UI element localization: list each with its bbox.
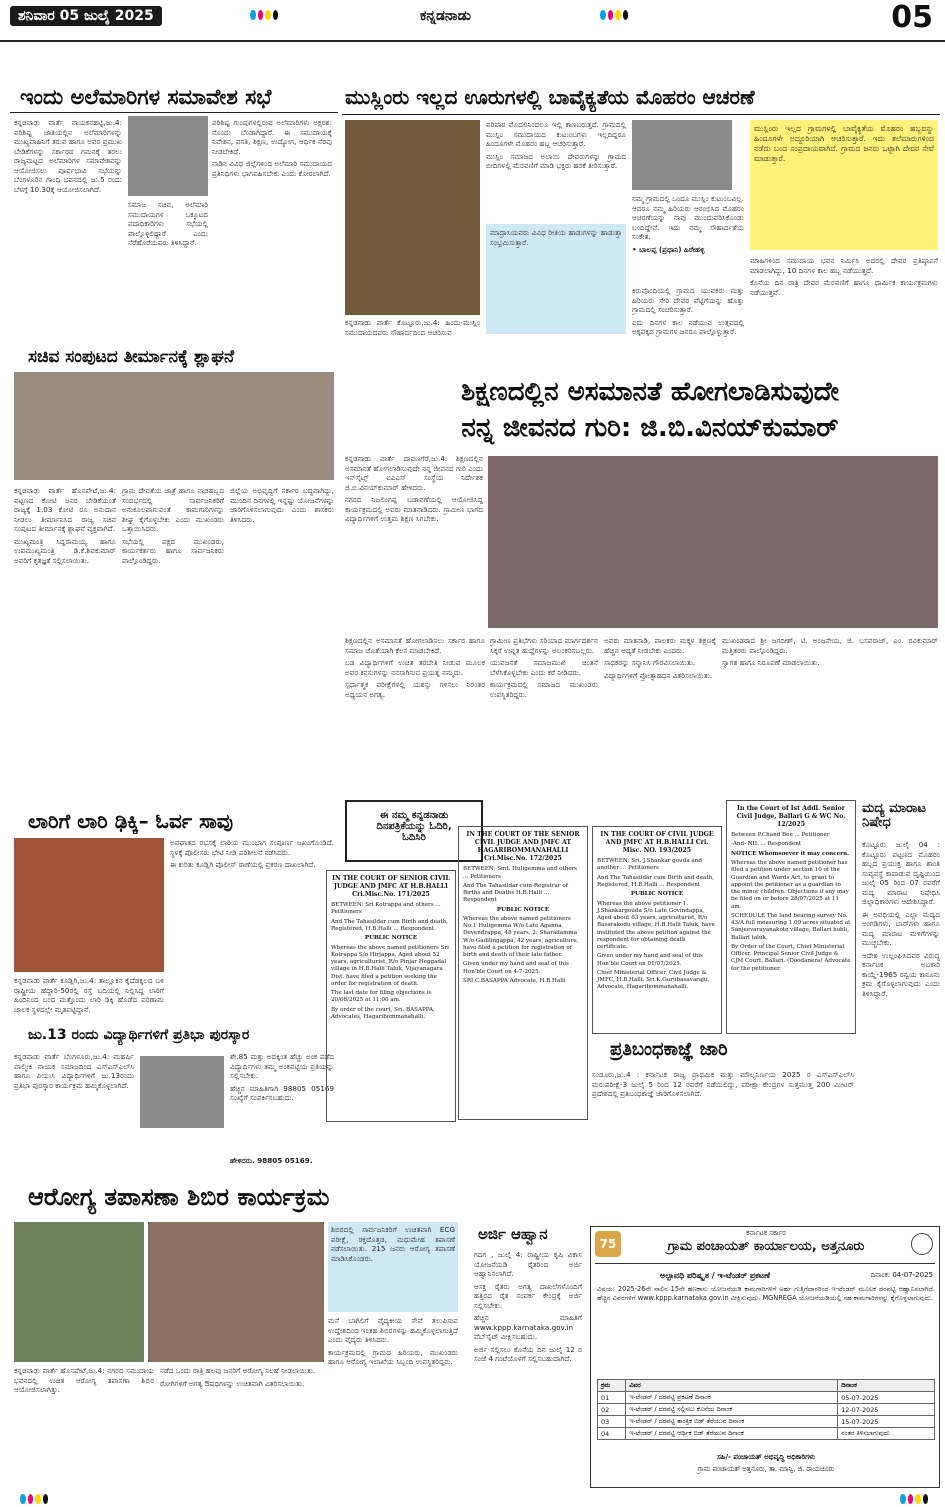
moharam-col3: ಕಿರುವೊಂದಿಯಲ್ಲಿ ಗ್ರಾಮದ ಯುವಕರು ಮತ್ತು ಹಿರಿಯರು ಸೇರಿ ದೇವರ ಪೆಟ್ಟಿಗೆಯನ್ನು ಹೊತ್ತು ಗ್ರಾಮದಲ್ಲಿ ಸಂಚರಿಸುತ್ತಾರೆ. ಐದು ದಿನಗಳ ಕಾಲ ನಡೆಯುವ ಉತ್ಸವದಲ್ಲಿ ಅಕ್ಕಪಕ್ಕದ ಗ್ರಾಮಗಳ ಜನರೂ ಪಾಲ್ಗೊಳ್ಳುತ್ತಾರೆ.	[632, 286, 744, 336]
moharam-caption: ಕನ್ನಡನಾಡು ವಾರ್ತೆ ಕೊಟ್ಟೂರು,ಜು.4: ಹಿಂದು-ಮುಸ್ಲಿಂ ಸಮುದಾಯದವರು ಸೌಹಾರ್ದದಿಂದ ಆಚರಿಸುವ	[345, 318, 480, 337]
tender-notice	[590, 1226, 940, 1488]
masthead	[0, 0, 945, 42]
article-alemari-col1b: ಸಮಾಜ ಸಚಿವ, ಅಲೆಮಾರಿ ಸಮುದಾಯಗಳ ಒಕ್ಕೂಟದ ಪದಾಧಿಕಾರಿಗಳು ಸಭೆಯಲ್ಲಿ ಪಾಲ್ಗೊಳ್ಳಲಿದ್ದಾರೆ ಎಂದು ನೆರೆಹೊರೆಯವರು ತಿಳಿಸಿದ್ದಾರೆ.	[128, 200, 208, 247]
arogya-photo-1	[14, 1222, 144, 1362]
headline-sachiva: ಸಚಿವ ಸಂಪುಟದ ತೀರ್ಮಾನಕ್ಕೆ ಶ್ಲಾಘನೆ	[28, 348, 235, 367]
arogya-info-box: ಶಿಬಿರದಲ್ಲಿ ಸಾರ್ವಜನಿಕರಿಗೆ ಉಚಿತವಾಗಿ ECG ಪರೀಕ್ಷೆ, ರಕ್ತದೊತ್ತಡ, ಮಧುಮೇಹ ತಪಾಸಣೆ ನಡೆಸಲಾಯಿತು. 215 ಜನರು ಆರೋಗ್ಯ ತಪಾಸಣೆ ಮಾಡಿಸಿಕೊಂಡರು.	[328, 1222, 458, 1312]
sachiva-col1: ಕನ್ನಡನಾಡು ವಾರ್ತೆ ಹೊಸಪೇಟೆ,ಜು.4: ಪಟ್ಟಣದ ಕೋಟಿ ಜನರ ಬೇಡಿಕೆಯಂತೆ ರಾಜ್ಯಕ್ಕೆ 1.03 ಕೋಟಿ ರೂ ಅನುದಾನ ನೀಡಲು ತೀರ್ಮಾನಿಸಿದ ರಾಜ್ಯ ಸಚಿವ ಸಂಪುಟದ ತೀರ್ಮಾನಕ್ಕೆ ಶ್ಲಾಘನೆ ವ್ಯಕ್ತವಾಗಿದೆ. ಮುಖ್ಯಮಂತ್ರಿ ಸಿದ್ದರಾಮಯ್ಯ ಹಾಗೂ ಉಪಮುಖ್ಯಮಂತ್ರಿ ಡಿ.ಕೆ.ಶಿವಕುಮಾರ್ ಅವರಿಗೆ ಕೃತಜ್ಞತೆ ಸಲ್ಲಿಸಲಾಯಿತು.	[14, 486, 116, 565]
tender-schedule-table: ಕ್ರಮ ವಿವರ ದಿನಾಂಕ 01 ಇ-ಟೆಂಡರ್ / ದರಪಟ್ಟಿ ಪ್ರಕಟಣೆ ದಿನಾಂಕ 05-07-2025 02 ಇ-ಟೆಂಡರ್ / ದರಪಟ್ಟಿ ಸಲ್ಲಿಸಲು ಕೊನೆಯ ದಿನಾಂಕ 12-07-2025 03 ಇ-ಟೆಂಡರ್ / ದರಪಟ್ಟಿ ತಾಂತ್ರಿಕ ಬಿಡ್ ತೆರೆಯುವ ದಿನಾಂಕ 15-07-2025 04 ಇ-ಟೆಂಡರ್ / ದರಪಟ್ಟಿ ಆರ್ಥಿಕ ಬಿಡ್ ತೆರೆಯುವ ದಿನಾಂಕ ನಂತರ ತಿಳಿಸಲಾಗುವುದು	[597, 1379, 935, 1440]
moharam-yellow-text: ಮುಸ್ಲಿಂರು ಇಲ್ಲದ ಗ್ರಾಮಗಳಲ್ಲಿ ಬಾವೈಕ್ಯತೆಯ ಮೊಹರಂ ಹಬ್ಬವನ್ನು ಹಿಂದೂಗಳೇ ಅದ್ದೂರಿಯಾಗಿ ಆಚರಿಸುತ್ತಾರೆ. ಇದು ತಲೆಮಾರುಗಳಿಂದ ನಡೆದು ಬಂದ ಸಂಪ್ರದಾಯವಾಗಿದೆ. ಗ್ರಾಮದ ಜನರು ಒಟ್ಟಾಗಿ ದೇವರ ಸೇವೆ ಮಾಡುತ್ತಾರೆ.	[754, 124, 934, 164]
accident-photo	[14, 838, 164, 972]
shikshana-photo	[488, 456, 938, 628]
pratibha-col2: ಶೇ.85 ಮತ್ತು ಅದಕ್ಕಿಂತ ಹೆಚ್ಚು ಅಂಕ ಪಡೆದ ವಿದ್ಯಾರ್ಥಿಗಳು ತಮ್ಮ ಅಂಕಪಟ್ಟಿಯ ಪ್ರತಿಯನ್ನು ಸಲ್ಲಿಸಬೇಕು. ಹೆಚ್ಚಿನ ಮಾಹಿತಿಗಾಗಿ 98805 05169 ಸಂಖ್ಯೆಗೆ ಸಂಪರ್ಕಿಸಬಹುದು.	[230, 1052, 334, 1102]
tender-body: ವಿಷಯ: 2025-26ನೇ ಸಾಲಿನ 15ನೇ ಹಣಕಾಸು ಯೋಜನೆಯಡಿ ಕಾಮಗಾರಿಗಳಿಗೆ ಅರ್ಹ ಗುತ್ತಿಗೆದಾರರಿಂದ ಇ-ಟೆಂಡರ್ ಮೂಲಕ ದರಪಟ್ಟಿ ಆಹ್ವಾನಿಸಲಾಗಿದೆ. ಹೆಚ್ಚಿನ ವಿವರಗಳಿಗೆ www.kppp.karnataka.gov.in ವೀಕ್ಷಿಸುವುದು. MGNREGA ಯೋಜನೆಯಡಿಯಲ್ಲಿ ಸಹ ಕಾಮಗಾರಿಗಳನ್ನು ಕೈಗೊಳ್ಳಲಾಗುವುದು.	[597, 1285, 935, 1302]
arogya-col2: ಮನೆ ಬಾಗಿಲಿಗೆ ವೈದ್ಯಕೀಯ ಸೇವೆ ತಲುಪಿಸುವ ಉದ್ದೇಶದಿಂದ ಇಂತಹ ಶಿಬಿರಗಳನ್ನು ಹಮ್ಮಿಕೊಳ್ಳಲಾಗುತ್ತಿದೆ ಎಂದು ವೈದ್ಯರು ತಿಳಿಸಿದರು. ಕಾರ್ಯಕ್ರಮದಲ್ಲಿ ಗ್ರಾಮದ ಹಿರಿಯರು, ಮುಖಂಡರು ಹಾಗೂ ಆರೋಗ್ಯ ಇಲಾಖೆಯ ಸಿಬ್ಬಂದಿ ಉಪಸ್ಥಿತರಿದ್ದರು.	[328, 1316, 458, 1366]
pratibha-col1: ಕನ್ನಡನಾಡು ವಾರ್ತೆ ಬೆಂಗಳೂರು,ಜು.4: ಮಹರ್ಷಿ ವಾಲ್ಮೀಕಿ ನಾಯಕ ಸಮಾಜದಿಂದ ಎಸ್ಎಸ್ಎಲ್‌ಸಿ ಹಾಗೂ ಪಿಯುಸಿ ವಿದ್ಯಾರ್ಥಿಗಳಿಗೆ ಜು.13ರಂದು ಪ್ರತಿಭಾ ಪುರಸ್ಕಾರ ಕಾರ್ಯಕ್ರಮ ಹಮ್ಮಿಕೊಳ್ಳಲಾಗಿದೆ.	[14, 1052, 134, 1090]
article-alemari-col2: ಪರಿಶಿಷ್ಟ ಗುಂಪುಗಳಲ್ಲಿರುವ ಅಲೆಮಾರಿಗಳು ಅಕ್ಷರಶ: ನೊಂದು ಬೆಂಡಾಗಿದ್ದಾರೆ. ಈ ಸಮುದಾಯಕ್ಕೆ ನಿವೇಶನ, ವಸತಿ, ಶಿಕ್ಷಣ, ಉದ್ಯೋಗ, ಆರ್ಥಿಕ ನೆರವು ನೀಡಬೇಕಿದೆ. ನಾಡಿನ ವಿವಿಧ ಜಿಲ್ಲೆಗಳಿಂದ ಅಲೆಮಾರಿ ಸಮುದಾಯದ ಪ್ರತಿನಿಧಿಗಳು ಭಾಗವಹಿಸಬೇಕು ಎಂದು ಕೋರಲಾಗಿದೆ.	[212, 118, 332, 178]
headline-lorry: ಲಾರಿಗೆ ಲಾರಿ ಢಿಕ್ಕಿ– ಓರ್ವ ಸಾವು	[28, 810, 234, 833]
tender-header-title: ಗ್ರಾಮ ಪಂಚಾಯತ್ ಕಾರ್ಯಾಲಯ, ಅತ್ತನೂರು	[667, 1239, 865, 1254]
quote-portrait-photo	[632, 120, 732, 190]
headline-shikshana-2: ನನ್ನ ಜೀವನದ ಗುರಿ: ಜಿ.ಬಿ.ವಿನಯ್‌ಕುಮಾರ್	[461, 414, 839, 443]
headline-shikshana-1: ಶಿಕ್ಷಣದಲ್ಲಿನ ಅಸಮಾನತೆ ಹೋಗಲಾಡಿಸುವುದೇ	[460, 378, 840, 407]
shikshana-lead: ಕನ್ನಡನಾಡು ವಾರ್ತೆ ದಾವಣಗೆರೆ,ಜು.4: ಶಿಕ್ಷಣದಲ್ಲಿನ ಅಸಮಾನತೆ ಹೋಗಲಾಡಿಸುವುದೇ ನನ್ನ ಜೀವನದ ಗುರಿ ಎಂದು ಇನ್‌ಸೈಟ್ಸ್ ಐಎಎಸ್ ಸಂಸ್ಥೆಯ ನಿರ್ದೇಶಕ ಜಿ.ಬಿ.ವಿನಯ್‌ಕುಮಾರ್ ಹೇಳಿದರು. ನಗರದ ನಿಜಲಿಂಗಪ್ಪ ಬಡಾವಣೆಯಲ್ಲಿ ಆಯೋಜಿಸಿದ್ದ ಕಾರ್ಯಕ್ರಮದಲ್ಲಿ ಅವರು ಮಾತನಾಡಿದರು. ಗ್ರಾಮೀಣ ಭಾಗದ ವಿದ್ಯಾರ್ಥಿಗಳಿಗೆ ಉತ್ತಮ ಶಿಕ್ಷಣ ಸಿಗಬೇಕು.	[345, 454, 483, 523]
divider	[342, 114, 940, 115]
madya-body: ಕೊಟ್ಟೂರು ಜುಲೈ 04 : ಕೊಟ್ಟೂರು ಪಟ್ಟಣದ ಮೊಹರಂ ಹಬ್ಬದ ಪ್ರಯುಕ್ತ ಹಾಗೂ ಶಾಂತಿ ಸುವ್ಯವಸ್ಥೆ ಕಾಪಾಡುವ ದೃಷ್ಟಿಯಿಂದ ಜುಲೈ 05 ರಿಂದ 07 ರವರೆಗೆ ಮದ್ಯ ಮಾರಾಟ ನಿಷೇಧಿಸಿ ಜಿಲ್ಲಾಧಿಕಾರಿಗಳು ಆದೇಶಿಸಿದ್ದಾರೆ. ಈ ಅವಧಿಯಲ್ಲಿ ಎಲ್ಲಾ ಮದ್ಯದ ಅಂಗಡಿಗಳು, ಬಾರ್‌ಗಳು ಹಾಗೂ ಮದ್ಯ ಮಾರಾಟ ಮಳಿಗೆಗಳನ್ನು ಮುಚ್ಚಬೇಕು. ಆದೇಶ ಉಲ್ಲಂಘಿಸಿದವರ ವಿರುದ್ಧ ಕರ್ನಾಟಕ ಅಬಕಾರಿ ಕಾಯ್ದೆ-1965 ರನ್ವಯ ಕಾನೂನು ಕ್ರಮ ಕೈಗೊಳ್ಳಲಾಗುವುದು ಎಂದು ತಿಳಿಸಿದ್ದಾರೆ.	[862, 840, 940, 998]
moharam-photo	[345, 120, 480, 315]
headline-pratibha: ಜು.13 ರಂದು ವಿದ್ಯಾರ್ಥಿಗಳಿಗೆ ಪ್ರತಿಭಾ ಪುರಸ್ಕಾರ	[28, 1028, 250, 1043]
arogya-photo-2	[148, 1222, 324, 1362]
pratibha-phone: ಹೇಳಿದರು. 98805 05169.	[230, 1156, 313, 1165]
legal-notice-1: IN THE COURT OF SENIOR CIVIL JUDGE AND JMFC AT H.B.HALLI Cri.Misc.No. 171/2025 BETWEEN: Sri Kotrappa and others ... Petitioners And The Tahasildar cum Birth and death, Registered, H.B.Halli ... Respondent PUBLIC NOTICE Whereas the above named petitioners Sri Kotrappa S/o Hirjappa, Aged about 52 years, agriculturist, R/o Pinjar Heggadal village in H.B.Halli Taluk, Vijayanagara Dist. have filed a petition seeking the order for registration of death. The last date for filing objections is 20/08/2025 at 11:00 am. By order of the court, Sri. BASAPPA, Advocates, Hagaribommanahalli.	[326, 870, 456, 1122]
emblem-icon	[911, 1233, 933, 1255]
legal-notice-2: IN THE COURT OF THE SENIOR CIVIL JUDGE AND JMFC AT HAGARIBOMMANAHALLI Cri.Misc.No. 172/2025 BETWEEN: Smt. Huligemma and others ... Petitioners And The Tahasildar-cum-Registrar of Births and Deaths H.B.Halli ... Respondent PUBLIC NOTICE Whereas the above named petitioners No.1 Huligemma W/o Late Aganna Devendrappa, 48 years, 2. Sharadamma W/o Gadilingappa, 42 years, agriculture, have filed a petition for registration of birth and death of their late father. Given under my hand and seal of this Hon'ble Court on 4-7-2025. SRI.C.BASAPPA Advocate, H.B.Halli	[458, 826, 588, 1120]
lorry-col1: ಅಪಘಾತದ ರಭಸಕ್ಕೆ ಲಾರಿಯ ಮುಂಭಾಗ ಸಂಪೂರ್ಣ ಜಖಂಗೊಂಡಿದೆ. ಸ್ಥಳಕ್ಕೆ ಪೊಲೀಸರು ಭೇಟಿ ನೀಡಿ ಪರಿಶೀಲನೆ ನಡೆಸಿದರು. ಈ ಕುರಿತು ಕೂಡ್ಲಿಗಿ ಪೊಲೀಸ್ ಠಾಣೆಯಲ್ಲಿ ಪ್ರಕರಣ ದಾಖಲಾಗಿದೆ.	[170, 838, 334, 869]
moharam-col1: ಪರಿಪಾಠ ಮೊದಲಿನಿಂದಲೂ ಇಲ್ಲಿ ಕಾಣಬರುತ್ತದೆ. ಗ್ರಾಮದಲ್ಲಿ ಮುಸ್ಲಿಂ ಸಮುದಾಯದ ಕುಟುಂಬಗಳು ಇಲ್ಲದಿದ್ದರೂ ಹಿಂದೂಗಳೇ ಮೊಹರಂ ಹಬ್ಬ ಆಚರಿಸುತ್ತಾರೆ. ಮುಸ್ಲಿಂ ಸಮಾಜದ ಅಲಾಯಿ ದೇವರುಗಳನ್ನು ಗ್ರಾಮದ ಬೀದಿಗಳಲ್ಲಿ ಮೆರವಣಿಗೆ ಮಾಡಿ ಭಕ್ತರು ಹರಕೆ ತೀರಿಸುತ್ತಾರೆ.	[486, 120, 626, 170]
color-registration-marks	[250, 10, 278, 20]
sachiva-col3: ಜಿಲ್ಲೆಯ ಅಭಿವೃದ್ಧಿಗೆ ಸರ್ಕಾರ ಬದ್ಧವಾಗಿದ್ದು, ಮುಂದಿನ ದಿನಗಳಲ್ಲಿ ಇನ್ನಷ್ಟು ಯೋಜನೆಗಳನ್ನು ಜಾರಿಗೊಳಿಸಲಾಗುವುದು ಎಂದು ಶಾಸಕರು ತಿಳಿಸಿದರು.	[230, 486, 334, 524]
meeting-photo	[14, 372, 334, 480]
headline-alemari: ಇಂದು ಅಲೆಮಾರಿಗಳ ಸಮಾವೇಶ ಸಭೆ	[20, 86, 272, 109]
moharam-yellow-box	[750, 120, 938, 250]
headline-pratibandhaka: ಪ್ರತಿಬಂಧಕಾಜ್ಞೆ ಜಾರಿ	[610, 1040, 728, 1060]
article-alemari-col1: ಕನ್ನಡನಾಡು ವಾರ್ತೆ ನಾಯಕನಹಟ್ಟಿ,ಜು.4: ಪರಿಶಿಷ್ಟ ಜಾತಿಯಲ್ಲಿನ ಅಲೆಮಾರಿಗಳನ್ನು ಮುಖ್ಯವಾಹಿನಿಗೆ ತರುವ ಹಾಗೂ ಅವರ ಪ್ರಮುಖ ಬೇಡಿಕೆಗಳನ್ನು ಸರ್ಕಾರದ ಗಮನಕ್ಕೆ ತರಲು ರಾಜ್ಯಮಟ್ಟದ ಅಲೆಮಾರಿಗಳ ಸಮಾವೇಶವನ್ನು ಆಯೋಜಿಸಲು ಪೂರ್ವಭಾವಿ ಸಭೆಯನ್ನು ಬೆಂಗಳೂರಿನ ಗಾಂಧಿ ಭವನದಲ್ಲಿ ಜು.5 ರಂದು ಬೆಳಗ್ಗೆ 10.30ಕ್ಕೆ ಆಯೋಜಿಸಲಾಗಿದೆ.	[14, 118, 122, 194]
headline-arogya: ಆರೋಗ್ಯ ತಪಾಸಣಾ ಶಿಬಿರ ಕಾರ್ಯಕ್ರಮ	[28, 1184, 330, 1211]
moharam-col1-end	[486, 338, 626, 358]
page-number: 05	[891, 0, 933, 35]
footer-registration	[0, 1491, 945, 1507]
tender-address: ಗ್ರಾಮ ಪಂಚಾಯತ್ ಅತ್ತನೂರು, ತಾ. ಮಾನ್ವಿ, ಜಿ. ರಾಯಚೂರು	[697, 1465, 835, 1473]
pratibandhaka-body: ಸಂಡೂರು,ಜು.4 : ಕರ್ನಾಟಕ ರಾಜ್ಯ ಪ್ರಾಥಮಿಕ ಮತ್ತು ಮೌಲ್ಯನಿರ್ಣಯ 2025 ರ ಎಸ್ಎಸ್ಎಲ್‌ಸಿ ಮರುಪರೀಕ್ಷೆ-3 ಜುಲೈ 5 ರಿಂದ 12 ರವರೆಗೆ ನಡೆಯಲಿದ್ದು, ಪರೀಕ್ಷಾ ಕೇಂದ್ರಗಳ ಸುತ್ತಮುತ್ತ 200 ಮೀಟರ್ ಪ್ರದೇಶದಲ್ಲಿ ಪ್ರತಿಬಂಧಕಾಜ್ಞೆ ಜಾರಿಗೊಳಿಸಲಾಗಿದೆ.	[592, 1070, 854, 1098]
shikshana-col2: ಗ್ರಾಮೀಣ ಪ್ರತಿಭೆಗಳು ಸರಿಯಾದ ಮಾರ್ಗದರ್ಶನ ಸಿಕ್ಕರೆ ಉನ್ನತ ಹುದ್ದೆಗಳನ್ನು ಅಲಂಕರಿಸಬಲ್ಲರು. ಯುವಜನತೆ ಸಮಾಜಮುಖಿ ಚಿಂತನೆ ಬೆಳೆಸಿಕೊಳ್ಳಬೇಕು ಎಂದು ಕರೆ ನೀಡಿದರು. ಕಾರ್ಯಕ್ರಮದಲ್ಲಿ ಸಮಾಜದ ಮುಖಂಡರು ಉಪಸ್ಥಿತರಿದ್ದರು.	[490, 636, 598, 699]
moharam-quote: ನಮ್ಮ ಗ್ರಾಮದಲ್ಲಿ ಒಂದೂ ಮುಸ್ಲಿಂ ಕುಟುಂಬವಿಲ್ಲ. ಆದರೂ ನಮ್ಮ ಹಿರಿಯರು ಆರಂಭಿಸಿದ ಮೊಹರಂ ಆಚರಣೆಯನ್ನು ನಾವು ಮುಂದುವರಿಸಿಕೊಂಡು ಬಂದಿದ್ದೇವೆ. ಇದು ನಮ್ಮ ಸೌಹಾರ್ದತೆಯ ಸಂಕೇತ. • ಬಾಲಪ್ಪ (ಪ್ರಧಾನಿ) ಹಿರೇಹಳ್ಳಿ	[632, 194, 744, 254]
arji-body: ಗದಗ , ಜುಲೈ 4: ರಾಷ್ಟ್ರೀಯ ಕೃಷಿ ವಿಕಾಸ ಯೋಜನೆಯಡಿ ರೈತರಿಂದ ಅರ್ಜಿ ಆಹ್ವಾನಿಸಲಾಗಿದೆ. ಆಸಕ್ತ ರೈತರು ಅಗತ್ಯ ದಾಖಲೆಗಳೊಂದಿಗೆ ಹತ್ತಿರದ ರೈತ ಸಂಪರ್ಕ ಕೇಂದ್ರಕ್ಕೆ ಅರ್ಜಿ ಸಲ್ಲಿಸಬೇಕು. ಹೆಚ್ಚಿನ ಮಾಹಿತಿಗೆ www.kppp.karnataka.gov.in ವೆಬ್‌ಸೈಟ್ ವೀಕ್ಷಿಸಬಹುದು. ಅರ್ಜಿ ಸಲ್ಲಿಸಲು ಕೊನೆಯ ದಿನ ಜುಲೈ 12 ರ ಸಂಜೆ 4 ಗಂಟೆಯೊಳಗೆ ಸಲ್ಲಿಸಬಹುದಾಗಿದೆ.	[474, 1250, 582, 1363]
newspaper-logo: ಕನ್ನಡನಾಡು	[420, 8, 471, 24]
tender-signature: ಸಹಿ/- ಪಂಚಾಯತ್ ಅಭಿವೃದ್ಧಿ ಅಧಿಕಾರಿಗಳು	[716, 1453, 816, 1461]
moharam-col4: ಮಾಹಿಗಳಿಂದ ಸಮುದಾಯ ಭವನ ನಿರ್ಮಿಸಿ ಅದರಲ್ಲಿ ದೇವರ ಪ್ರತಿಷ್ಠಾಪನೆ ಮಾಡಲಾಗಿದ್ದು, 10 ದಿನಗಳ ಕಾಲ ಹಬ್ಬ ನಡೆಯುತ್ತದೆ. ಕೊನೆಯ ದಿನ ರಾತ್ರಿ ದೇವರ ಮೆರವಣಿಗೆ ಹಾಗೂ ಧಾರ್ಮಿಕ ಕಾರ್ಯಕ್ರಮಗಳು ನಡೆಯುತ್ತವೆ.	[750, 256, 938, 297]
tender-date: ದಿನಾಂಕ: 04-07-2025	[870, 1271, 933, 1279]
portrait-photo	[128, 116, 208, 196]
shikshana-col3: ಅವರು ಮಾತನಾಡಿ, ಪಾಲಕರು ಮಕ್ಕಳ ಶಿಕ್ಷಣಕ್ಕೆ ಹೆಚ್ಚಿನ ಆದ್ಯತೆ ನೀಡಬೇಕು ಎಂದರು. ಸಾಧಕರನ್ನು ಸನ್ಮಾನಿಸಿ ಗೌರವಿಸಲಾಯಿತು. ವಿದ್ಯಾರ್ಥಿಗಳಿಗೆ ಪ್ರೋತ್ಸಾಹಧನ ವಿತರಿಸಲಾಯಿತು.	[604, 636, 716, 680]
moharam-box-text: ಮಾದ್ರಾಸಿಯವರು ವಿವಿಧ ರೀತಿಯ ಹಾಡುಗಳನ್ನು ಹಾಡುತ್ತಾ ಸಂಭ್ರಮಿಸುತ್ತಾರೆ.	[490, 228, 622, 247]
color-registration-marks	[600, 10, 628, 20]
lorry-col0: ಕನ್ನಡನಾಡು ವಾರ್ತೆ ಕೂಡ್ಲಿಗಿ,ಜು.4: ತಾಲ್ಲೂಕಿನ ಕೈದೆಡಕ್ಕಲದ ಬಳಿ ರಾಷ್ಟ್ರೀಯ ಹೆದ್ದಾರಿ-50ರಲ್ಲಿ ರಸ್ತೆ ಬದಿಯಲ್ಲಿ ನಿಲ್ಲಿಸಿದ್ದ ಲಾರಿಗೆ ಹಿಂದಿನಿಂದ ಬಂದ ಮತ್ತೊಂದು ಲಾರಿ ಢಿಕ್ಕಿ ಹೊಡೆದ ಪರಿಣಾಮ ಚಾಲಕ ಸ್ಥಳದಲ್ಲೇ ಮೃತಪಟ್ಟಿದ್ದಾನೆ.	[14, 976, 164, 1014]
tender-subtitle: ಅಲ್ಪಾವಧಿ ಪರಿಷ್ಕೃತ / ಇ-ಟೆಂಡರ್ ಪ್ರಕಟಣೆ	[660, 1271, 770, 1280]
headline-moharam: ಮುಸ್ಲಿಂರು ಇಲ್ಲದ ಊರುಗಳಲ್ಲಿ ಬಾವೈಕ್ಯತೆಯ ಮೊಹರಂ ಆಚರಣೆ	[345, 86, 755, 109]
tender-header-top: ಕರ್ನಾಟಕ ಸರ್ಕಾರ	[746, 1229, 786, 1237]
moharam-blue-box	[486, 224, 626, 334]
legal-notice-4: In the Court of Ist Addl. Senior Civil Judge, Ballari G & WC No. 12/2025 Between P.Chand Bee ... Petitioner -And- NIL ... Respondent NOTICE Whomsoever it may concern. Whereas the above named petitioner has filed a petition under section 10 of the Guardian and Wards Act, to grant to appoint the petitioner as a guardian to the minor children. Objections if any may be filed on or before 28/07/2025 at 11 am. SCHEDULE The land bearing survey No. 43/A full measuring 1.09 acres situated at Sanjeevarayanakote village, Ballari hobli, Ballari taluk. By Order of the Court, Chief Ministerial Officer, Principal Senior Civil Judge & CJM Court, Ballari. (Doodanera) Advocate for the petitioner.	[726, 800, 856, 1034]
anniversary-badge: 75	[595, 1231, 621, 1257]
pratibha-portrait	[140, 1056, 224, 1128]
arogya-col1: ನಡೆದ ಒಂದು ರಾತ್ರಿ ಹಲವು ಜನರಿಗೆ ಆರೋಗ್ಯ ಸಲಹೆ ನೀಡಲಾಯಿತು. ರೋಗಿಗಳಿಗೆ ಅಗತ್ಯ ಔಷಧಿಗಳನ್ನು ಉಚಿತವಾಗಿ ವಿತರಿಸಲಾಯಿತು.	[160, 1366, 316, 1388]
arogya-caption: ಕನ್ನಡನಾಡು ವಾರ್ತೆ ಹೊಸಪೇಟೆ,ಜು.4: ನಗರದ ಸಮುದಾಯ ಭವನದಲ್ಲಿ ಉಚಿತ ಆರೋಗ್ಯ ತಪಾಸಣಾ ಶಿಬಿರ ಆಯೋಜಿಸಲಾಗಿತ್ತು.	[14, 1366, 154, 1394]
divider	[10, 112, 338, 113]
issue-date: ಶನಿವಾರ 05 ಜುಲೈ 2025	[10, 6, 162, 26]
shikshana-col4: ಮುಖಂಡರಾದ ಶ್ರೀ ಜಗದೀಶ್, ಟಿ. ಅಂಜನೇಯ, ಜಿ. ಬಸವರಾಜ್, ಎಂ. ರವಿಕುಮಾರ್ ಮತ್ತಿತರರು ಪಾಲ್ಗೊಂಡಿದ್ದರು. ಸ್ವಾಗತ ಹಾಗೂ ನಿರೂಪಣೆ ಮಾಡಲಾಯಿತು.	[722, 636, 938, 667]
legal-notice-3: IN THE COURT OF CIVIL JUDGE AND JMFC AT H.B.HALLI Cri. Misc. NO. 193/2025 BETWEEN: Sri. J.Shankar gouda and another ... Petitioners And The Tahasildar cum Birth and death, Registered, H.B.Halli ... Respondent PUBLIC NOTICE Whereas the above petitioner 1. J.Shankargouda S/o Late Govindappa, Aged about 63 years, agriculturist, R/o Basarakodu village, H.B.Halli Taluk, have instituted the above petition against the respondent for obtaining death certificate. Given under my hand and seal of this Hon'ble Court on 01/07/2025. Chief Ministerial Officer, Civil Judge & JMFC, H.B.Halli. Sri.K.Gurubasavaraju, Advocate, Hagaribommanahalli.	[592, 826, 722, 1034]
shikshana-col1: ಶಿಕ್ಷಣದಲ್ಲಿನ ಅಸಮಾನತೆ ಹೋಗಲಾಡಿಸಲು ಸರ್ಕಾರ ಹಾಗೂ ಸಮಾಜ ಜೊತೆಯಾಗಿ ಕೆಲಸ ಮಾಡಬೇಕಿದೆ. ಬಡ ವಿದ್ಯಾರ್ಥಿಗಳಿಗೆ ಉಚಿತ ತರಬೇತಿ ನೀಡುವ ಮೂಲಕ ಅವರ ಕನಸುಗಳನ್ನು ನನಸಾಗಿಸುವ ಪ್ರಯತ್ನ ನಮ್ಮದು. ಸ್ಪರ್ಧಾತ್ಮಕ ಪರೀಕ್ಷೆಗಳಲ್ಲಿ ಯಶಸ್ಸು ಗಳಿಸಲು ನಿರಂತರ ಅಧ್ಯಯನ ಅಗತ್ಯ.	[345, 636, 485, 699]
headline-arji: ಅರ್ಜಿ ಆಹ್ವಾನ	[478, 1226, 548, 1243]
headline-madya: ಮದ್ಯ ಮಾರಾಟ ನಿಷೇಧ	[862, 802, 926, 831]
subscribe-ad: ಈ ನಮ್ಮ ಕನ್ನಡನಾಡು ದಿನಪತ್ರಿಕೆಯನ್ನು ಓದಿರಿ, ಓದಿಸಿರಿ	[345, 800, 483, 862]
sachiva-col2: ಗ್ರಾಮ ದೇವತೆಯ ಜಾತ್ರೆ ಹಾಗೂ ನಾಡಹಬ್ಬದ ಸಂದರ್ಭದಲ್ಲಿ ಸಾರ್ವಜನಿಕರಿಗೆ ಅನುಕೂಲವಾಗುವಂತೆ ಕಾಮಗಾರಿಗಳನ್ನು ಶೀಘ್ರ ಕೈಗೊಳ್ಳಬೇಕು ಎಂದು ಮುಖಂಡರು ಒತ್ತಾಯಿಸಿದರು. ಸಭೆಯಲ್ಲಿ ಪಕ್ಷದ ಮುಖಂಡರು, ಕಾರ್ಯಕರ್ತರು ಹಾಗೂ ಸಾರ್ವಜನಿಕರು ಪಾಲ್ಗೊಂಡಿದ್ದರು.	[122, 486, 224, 565]
